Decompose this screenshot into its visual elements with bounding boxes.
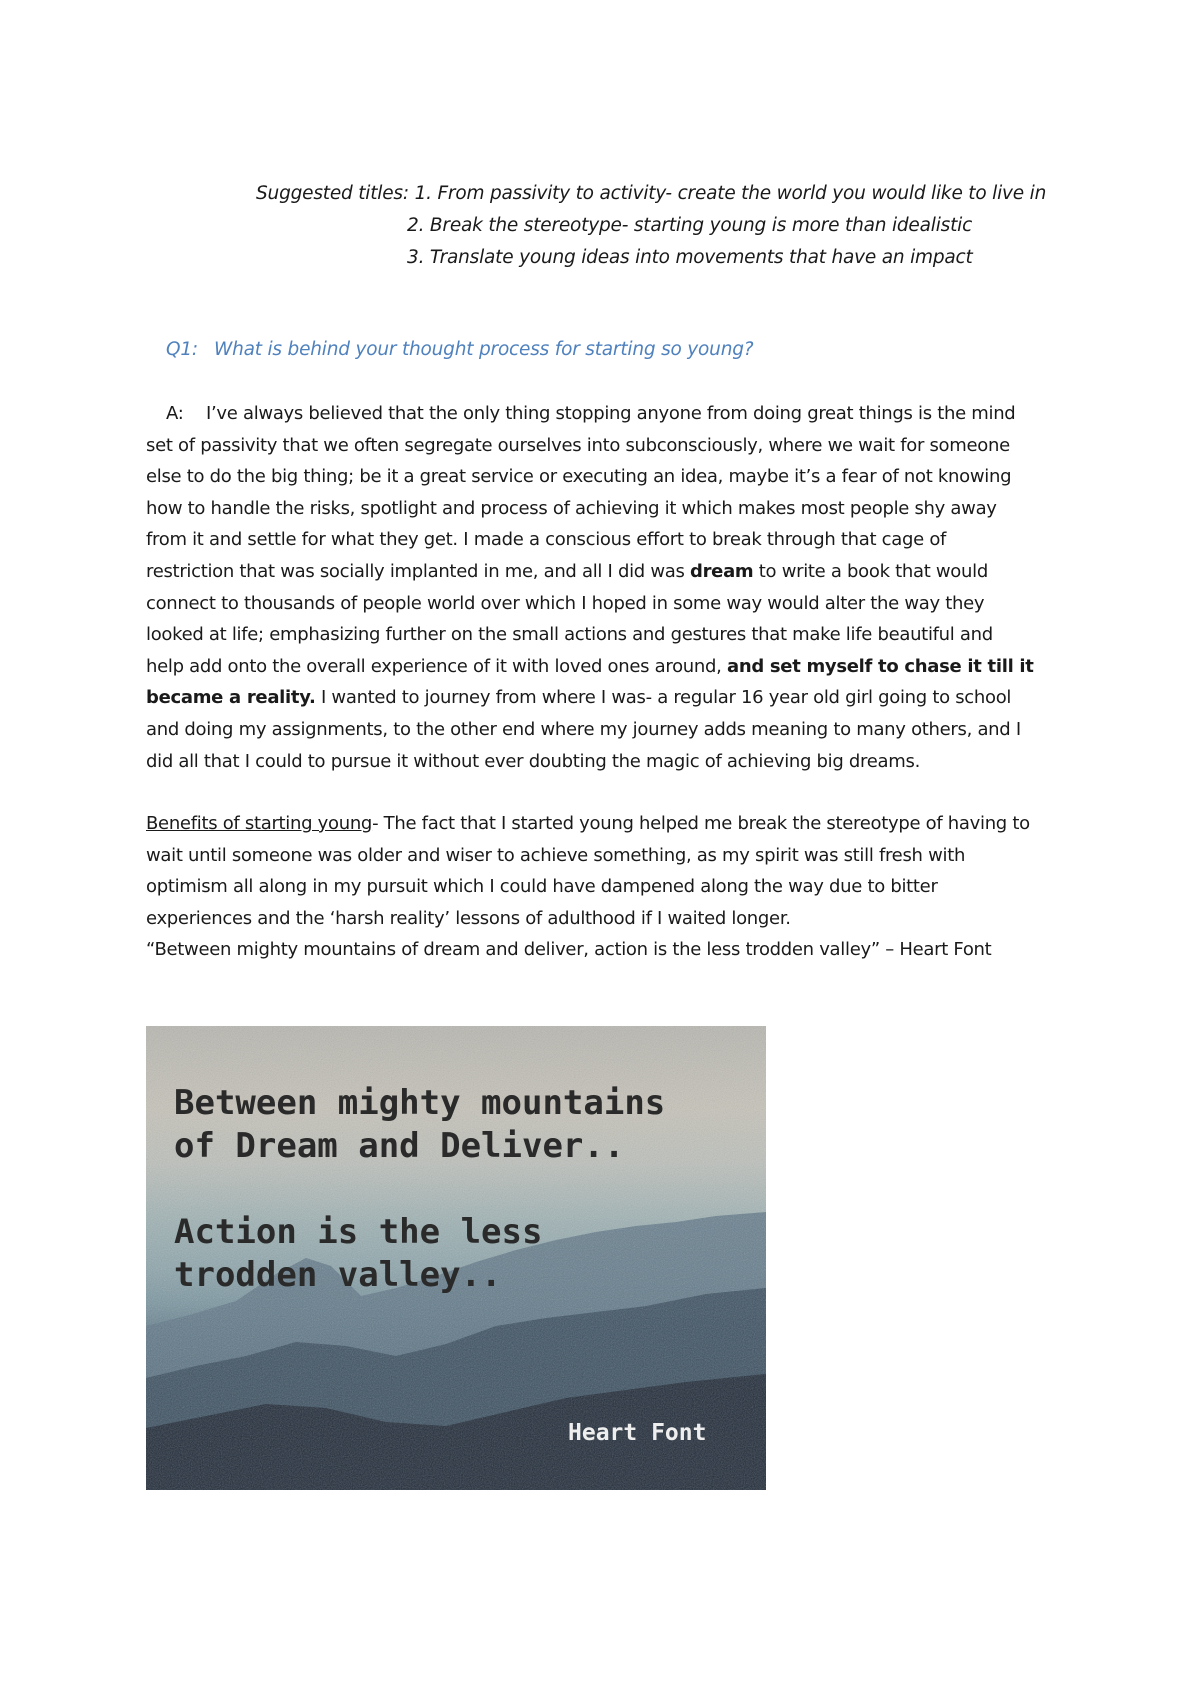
benefits-quote: “Between mighty mountains of dream and deliver, action is the less trodden valley” – Heart Font — [146, 939, 992, 961]
benefits-line-1 — [146, 808, 1066, 840]
answer-line-3: else to do the big thing; be it a great service or executing an idea, maybe it’s a fear of not knowing — [146, 466, 1012, 488]
suggested-title-2: 2. Break the stereotype- starting young is more than idealistic — [407, 215, 973, 236]
quote-image — [146, 1026, 766, 1490]
title-item-1: 1. From passivity to activity- create the world you would like to live in — [414, 183, 1047, 204]
question-text: What is behind your thought process for starting so young? — [214, 339, 754, 360]
benefits-heading: Benefits of starting young — [146, 813, 373, 834]
answer-line-6 — [146, 556, 1066, 588]
quote-image-text — [174, 1082, 665, 1297]
answer-line-7: connect to thousands of people world over which I hoped in some way would alter the way they — [146, 592, 985, 614]
answer-line-4: how to handle the risks, spotlight and process of achieving it which makes most people shy away — [146, 497, 997, 519]
quote-image-line-3: Action is the less — [174, 1212, 543, 1252]
answer-paragraph — [146, 398, 1066, 777]
answer-line-10 — [146, 682, 1066, 714]
question-1 — [166, 336, 753, 364]
benefits-line-3: optimism all along in my pursuit which I could have dampened along the way due to bitter — [146, 876, 938, 898]
answer-line-6-text: restriction that was socially implanted in me, and all I did was — [146, 560, 690, 582]
benefits-line-1-rest: - The fact that I started young helped me break the stereotype of having to — [372, 813, 1030, 834]
question-label: Q1: — [166, 339, 198, 360]
quote-image-line-2: of Dream and Deliver.. — [174, 1126, 625, 1166]
answer-line-11: and doing my assignments, to the other end where my journey adds meaning to many others, and I — [146, 718, 1021, 740]
answer-line-10-rest: I wanted to journey from where I was- a regular 16 year old girl going to school — [315, 687, 1012, 709]
benefits-line-4: experiences and the ‘harsh reality’ lessons of adulthood if I waited longer. — [146, 907, 791, 929]
suggested-titles — [256, 178, 1156, 274]
suggested-title-1 — [256, 178, 1156, 210]
answer-line-9-text: help add onto the overall experience of it with loved ones around, — [146, 655, 727, 677]
answer-bold-dream: dream — [690, 560, 754, 582]
answer-line-5: from it and settle for what they get. I made a conscious effort to break through that cage of — [146, 529, 947, 551]
answer-line-8: looked at life; emphasizing further on the small actions and gestures that make life beautiful and — [146, 624, 993, 646]
answer-bold-chase: and set myself to chase it till it — [726, 655, 1034, 677]
answer-line-6-rest: to write a book that would — [753, 560, 988, 582]
suggested-titles-label: Suggested titles: — [256, 183, 415, 204]
answer-line-12: did all that I could to pursue it without ever doubting the magic of achieving big dreams. — [146, 750, 920, 772]
benefits-line-2: wait until someone was older and wiser to achieve something, as my spirit was still fresh with — [146, 844, 966, 866]
answer-label: A: — [166, 403, 184, 424]
quote-image-signature: Heart Font — [568, 1420, 707, 1446]
suggested-title-3: 3. Translate young ideas into movements that have an impact — [407, 247, 973, 268]
quote-image-line-1: Between mighty mountains — [174, 1083, 666, 1123]
answer-line-1: I’ve always believed that the only thing stopping anyone from doing great things is the mind — [206, 403, 1016, 424]
benefits-paragraph — [146, 808, 1066, 966]
quote-image-line-4: trodden valley.. — [174, 1255, 502, 1295]
answer-line-2: set of passivity that we often segregate ourselves into subconsciously, where we wait for someone — [146, 434, 1010, 456]
answer-bold-reality: became a reality. — [146, 687, 316, 709]
answer-line-9 — [146, 651, 1066, 683]
